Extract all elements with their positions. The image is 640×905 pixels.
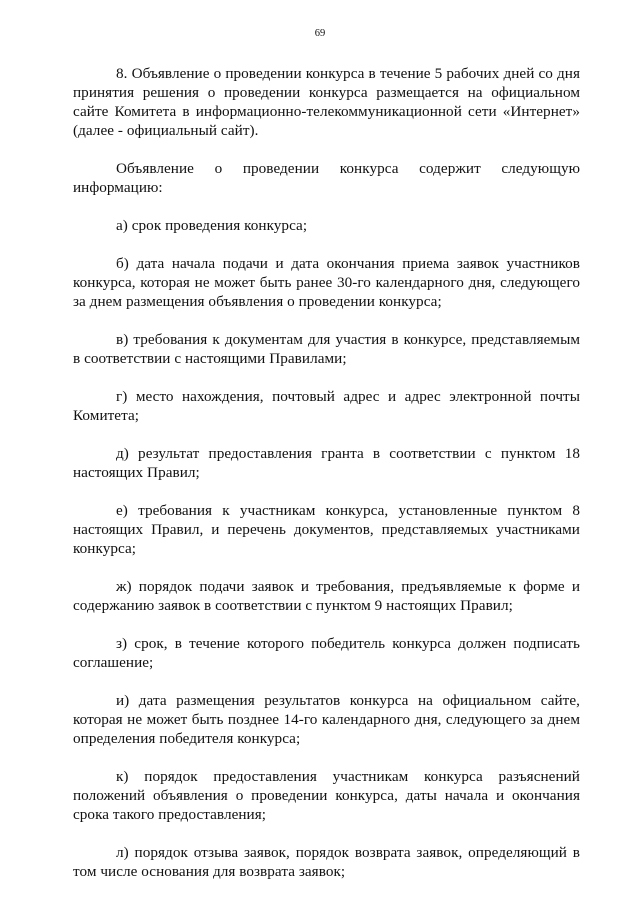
list-item-b: б) дата начала подачи и дата окончания приема заявок участников конкурса, которая не может быть ранее 30-го календарного дня, следующего за днем размещения объявления о проведении конкурса; (73, 255, 580, 310)
list-item-a: а) срок проведения конкурса; (116, 217, 308, 234)
list-item-z: з) срок, в течение которого победитель конкурса должен подписать соглашение; (73, 635, 580, 671)
list-item-k: к) порядок предоставления участникам конкурса разъяснений положений объявления о проведении конкурса, даты начала и окончания срока такого предоставления; (73, 768, 580, 823)
list-item-g: г) место нахождения, почтовый адрес и адрес электронной почты Комитета; (73, 388, 580, 424)
list-item-zh: ж) порядок подачи заявок и требования, предъявляемые к форме и содержанию заявок в соответствии с пунктом 9 настоящих Правил; (73, 578, 580, 614)
list-item-i: и) дата размещения результатов конкурса на официальном сайте, которая не может быть позднее 14-го календарного дня, следующего за днем определения победителя конкурса; (73, 692, 580, 747)
document-body (73, 64, 580, 900)
page-number: 69 (314, 28, 326, 39)
list-item-l: л) порядок отзыва заявок, порядок возврата заявок, определяющий в том числе основания для возврата заявок; (73, 844, 580, 880)
list-item-v: в) требования к документам для участия в конкурсе, представляемым в соответствии с настоящими Правилами; (73, 331, 580, 367)
list-item-d: д) результат предоставления гранта в соответствии с пунктом 18 настоящих Правил; (73, 445, 580, 481)
list-item-e: е) требования к участникам конкурса, установленные пунктом 8 настоящих Правил, и перечень документов, представляемых участниками конкурса; (73, 502, 580, 557)
paragraph-announcement: 8. Объявление о проведении конкурса в течение 5 рабочих дней со дня принятия решения о проведении конкурса размещается на официальном сайте Комитета в информационно-телекоммуникационной сети «Интернет» (далее - официальный сайт). (73, 65, 580, 139)
paragraph-announcement-contents: Объявление о проведении конкурса содержит следующую информацию: (73, 160, 580, 196)
